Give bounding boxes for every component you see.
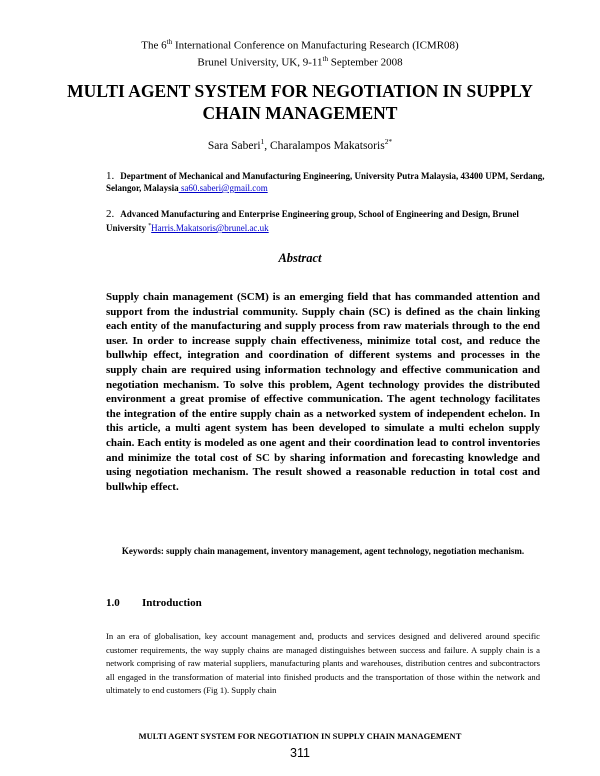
affiliation-1: 1. Department of Mechanical and Manufacturing Engineering, University Putra Malaysia, 43400 UPM, Serdang, Selangor, Malaysia sa60.saberi@gmail.com [106,170,545,193]
email-link-1[interactable]: sa60.saberi@gmail.com [178,183,268,193]
abstract-body: Supply chain management (SCM) is an emerging field that has commanded attention and support from the industrial community. Supply chain (SC) is defined as the chain linking each entity of the manufacturing and supply process from raw materials through to the end user. In order to increase supply chain effectiveness, minimize total cost, and reduce the bullwhip effect, integration and coordination of different systems and processes in the supply chain are required using information technology and effective communication and negotiation mechanism. To solve this problem, Agent technology provides the distributed environment a great promise of effective communication. The agent technology facilitates the integration of the entire supply chain as a networked system of independent echelon. In this article, a multi agent system has been developed to simulate a multi echelon supply chain. Each entity is modeled as one agent and their coordination lead to control inventories and minimize the total cost of SC by sharing information and forecasting knowledge and using negotiation mechanism. The result showed a reasonable reduction in total cost and bullwhip effect. [106,291,540,493]
keywords: Keywords: supply chain management, inventory management, agent technology, negotiation mechanism. [121,546,525,556]
author-1: Sara Saberi [207,139,261,152]
section-number: 1.0 [106,597,120,609]
conference-line-1: The 6th International Conference on Manufacturing Research (ICMR08) [141,38,459,52]
running-footer: MULTI AGENT SYSTEM FOR NEGOTIATION IN SUPPLY CHAIN MANAGEMENT [138,731,462,741]
affiliation-2: 2. Advanced Manufacturing and Enterprise Engineering group, School of Engineering and Design, Brunel University *Harris.Makatsoris@brunel.ac.uk [106,208,519,233]
section-heading [106,597,202,609]
abstract-heading: Abstract [278,251,322,265]
intro-paragraph: In an era of globalisation, key account management and, products and services designed and delivered around specific customer requirements, the way supply chains are managed distinguishes between success and failure. A supply chain is a network comprising of raw material suppliers, manufacturing plants and warehouses, distribution centres and subcontractors all engaged in the transformation of material into finished products and the transportation of those within the network and ultimately to end customers (Fig 1). Supply chain [106,631,540,696]
email-link-2[interactable]: Harris.Makatsoris@brunel.ac.uk [151,223,269,233]
author-line: Sara Saberi$^1$, Charalampos Makatsoris$^{2*}$ [207,137,393,152]
section-title: Introduction [142,597,202,609]
conference-header [0,36,600,69]
author-2: Charalampos Makatsoris [270,139,385,152]
conference-line-2: Brunel University, UK, 9-11th September 2008 [197,54,403,69]
paper-title: MULTI AGENT SYSTEM FOR NEGOTIATION IN SUPPLY CHAIN MANAGEMENT [67,81,533,123]
page-number: 311 [290,746,310,760]
